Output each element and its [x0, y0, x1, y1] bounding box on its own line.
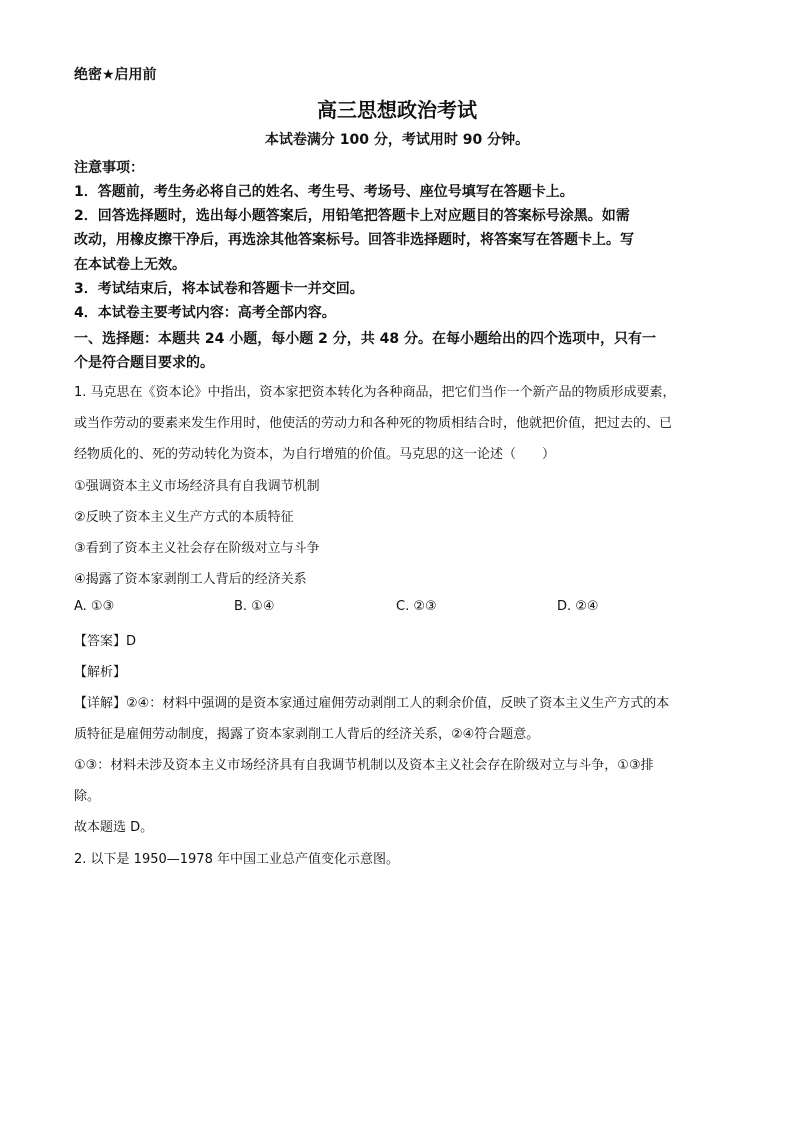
- section-heading: 一、选择题：本题共 24 小题，每小题 2 分，共 48 分。在每小题给出的四个选项中，只有一: [74, 331, 656, 347]
- confidential-label: 绝密★启用前: [74, 67, 157, 83]
- option-a: A. ①③: [74, 599, 115, 614]
- detail-line: ①③：材料未涉及资本主义市场经济具有自我调节机制以及资本主义社会存在阶级对立与斗争，①③排: [74, 758, 654, 773]
- page-title: 高三思想政治考试: [317, 98, 477, 122]
- detail-line: 除。: [74, 789, 101, 804]
- notes-line: 改动，用橡皮擦干净后，再选涂其他答案标号。回答非选择题时，将答案写在答题卡上。写: [74, 232, 634, 248]
- question-2-stem: 2. 以下是 1950—1978 年中国工业总产值变化示意图。: [74, 852, 399, 867]
- option-b: B. ①④: [234, 599, 275, 614]
- notes-line: 2．回答选择题时，选出每小题答案后，用铅笔把答题卡上对应题目的答案标号涂黑。如需: [74, 208, 630, 224]
- notes-line: 在本试卷上无效。: [74, 257, 186, 273]
- statement-item: ③看到了资本主义社会存在阶级对立与斗争: [74, 541, 320, 556]
- question-1-stem: 1. 马克思在《资本论》中指出，资本家把资本转化为各种商品，把它们当作一个新产品的物质形成要素，: [74, 385, 676, 400]
- detail-line: 【详解】②④：材料中强调的是资本家通过雇佣劳动剥削工人的剩余价值，反映了资本主义生产方式的本: [74, 696, 670, 711]
- option-c: C. ②③: [396, 599, 437, 614]
- statement-item: ④揭露了资本家剥削工人背后的经济关系: [74, 572, 307, 587]
- exam-subtitle: 本试卷满分 100 分，考试用时 90 分钟。: [264, 132, 530, 148]
- question-1-stem: 经物质化的、死的劳动转化为资本，为自行增殖的价值。马克思的这一论述（ ）: [74, 447, 556, 462]
- notes-heading: 注意事项：: [74, 160, 144, 176]
- notes-line: 4．本试卷主要考试内容：高考全部内容。: [74, 305, 336, 321]
- question-1-stem: 或当作劳动的要素来发生作用时，他使活的劳动力和各种死的物质相结合时，他就把价值，把过去的、已: [74, 416, 673, 431]
- statement-item: ②反映了资本主义生产方式的本质特征: [74, 510, 294, 525]
- section-heading: 个是符合题目要求的。: [74, 355, 214, 371]
- answer-label: 【答案】D: [74, 634, 137, 649]
- detail-line: 故本题选 D。: [74, 820, 154, 835]
- notes-line: 1．答题前，考生务必将自己的姓名、考生号、考场号、座位号填写在答题卡上。: [74, 184, 574, 200]
- analysis-label: 【解析】: [74, 665, 127, 680]
- option-d: D. ②④: [557, 599, 599, 614]
- notes-line: 3．考试结束后，将本试卷和答题卡一并交回。: [74, 281, 364, 297]
- statement-item: ①强调资本主义市场经济具有自我调节机制: [74, 479, 320, 494]
- detail-line: 质特征是雇佣劳动制度，揭露了资本家剥削工人背后的经济关系，②④符合题意。: [74, 727, 540, 742]
